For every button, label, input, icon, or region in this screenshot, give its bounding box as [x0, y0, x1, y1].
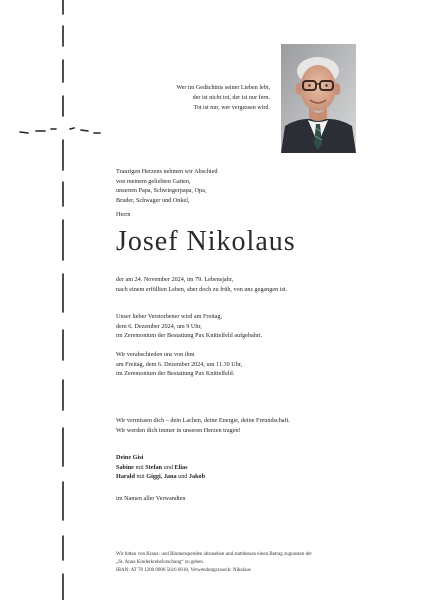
miss-line: Wir vermissen dich – dein Lachen, deine Energie, deine Freundschaft.: [116, 417, 290, 424]
viewing-paragraph: [116, 312, 262, 341]
death-line: der am 24. November 2024, im 79. Lebensjahr,: [116, 276, 234, 283]
intro-paragraph: [116, 167, 218, 205]
miss-paragraph: [116, 416, 290, 435]
intro-line: von meinem geliebten Gatten,: [116, 177, 191, 185]
family-line-children-1: [116, 463, 205, 473]
family-name: Elias: [174, 463, 188, 471]
farewell-line: Wir verabschieden uns von ihm: [116, 351, 195, 358]
quote-line: Wer im Gedächtnis seiner Lieben lebt,: [176, 85, 270, 91]
family-signatures: [116, 453, 205, 482]
family-connector: und: [176, 473, 189, 480]
donation-line: Wir bitten von Kranz- und Blumenspenden abzusehen und stattdessen einen Betrag zugunsten der: [116, 552, 312, 557]
farewell-line: im Zeremonium der Bestattung Pax Knittelfeld.: [116, 370, 235, 377]
donation-note: [116, 551, 312, 575]
salutation: Herrn: [116, 211, 131, 218]
family-name: Jakob: [188, 473, 206, 480]
farewell-line: am Freitag, dem 6. Dezember 2024, um 11.30 Uhr,: [116, 360, 243, 368]
family-name: Harald: [116, 473, 135, 480]
cross-icon: [0, 0, 120, 600]
family-connector: mit: [134, 473, 147, 480]
family-name: Giggi, Jana: [146, 473, 177, 480]
memorial-quote: [110, 83, 270, 113]
family-connector: und: [162, 463, 175, 471]
family-name: Stefan: [145, 463, 163, 471]
quote-line: der ist nicht tot, der ist nur fern.: [192, 95, 270, 101]
family-line-spouse: Deine Gisi: [116, 454, 144, 461]
viewing-line: im Zeremonium der Bestattung Pax Knittelfeld aufgebahrt.: [116, 332, 263, 339]
miss-line: Wir werden dich immer in unseren Herzen tragen!: [116, 426, 241, 434]
deceased-name: Josef Nikolaus: [116, 226, 296, 257]
death-line: nach einem erfüllten Leben, aber doch zu früh, von uns gegangen ist.: [116, 285, 288, 293]
family-name: Sabine: [116, 463, 134, 471]
family-line-children-2: [116, 472, 205, 482]
family-connector: mit: [133, 463, 146, 471]
viewing-line: Unser lieber Verstorbener wird am Freitag,: [116, 313, 223, 320]
intro-line: Bruder, Schwager und Onkel,: [116, 196, 190, 204]
portrait-photo: [281, 44, 356, 153]
donation-line: „St. Anna Kinderkrebsforschung“ zu geben.: [116, 560, 205, 565]
donation-line: IBAN: AT 78 1200 0006 5616 6618, Verwendungszweck: Nikolaus: [116, 568, 251, 573]
quote-line: Tot ist nur, wer vergessen wird.: [193, 105, 270, 111]
death-paragraph: [116, 275, 287, 294]
intro-line: unserem Papa, Schwiegerpapa, Opa,: [116, 187, 207, 194]
farewell-paragraph: [116, 350, 242, 379]
viewing-line: dem 6. Dezember 2024, um 9 Uhr,: [116, 322, 202, 330]
relatives-line: im Namen aller Verwandten: [116, 495, 186, 502]
intro-line: Traurigen Herzens nehmen wir Abschied: [116, 168, 218, 175]
